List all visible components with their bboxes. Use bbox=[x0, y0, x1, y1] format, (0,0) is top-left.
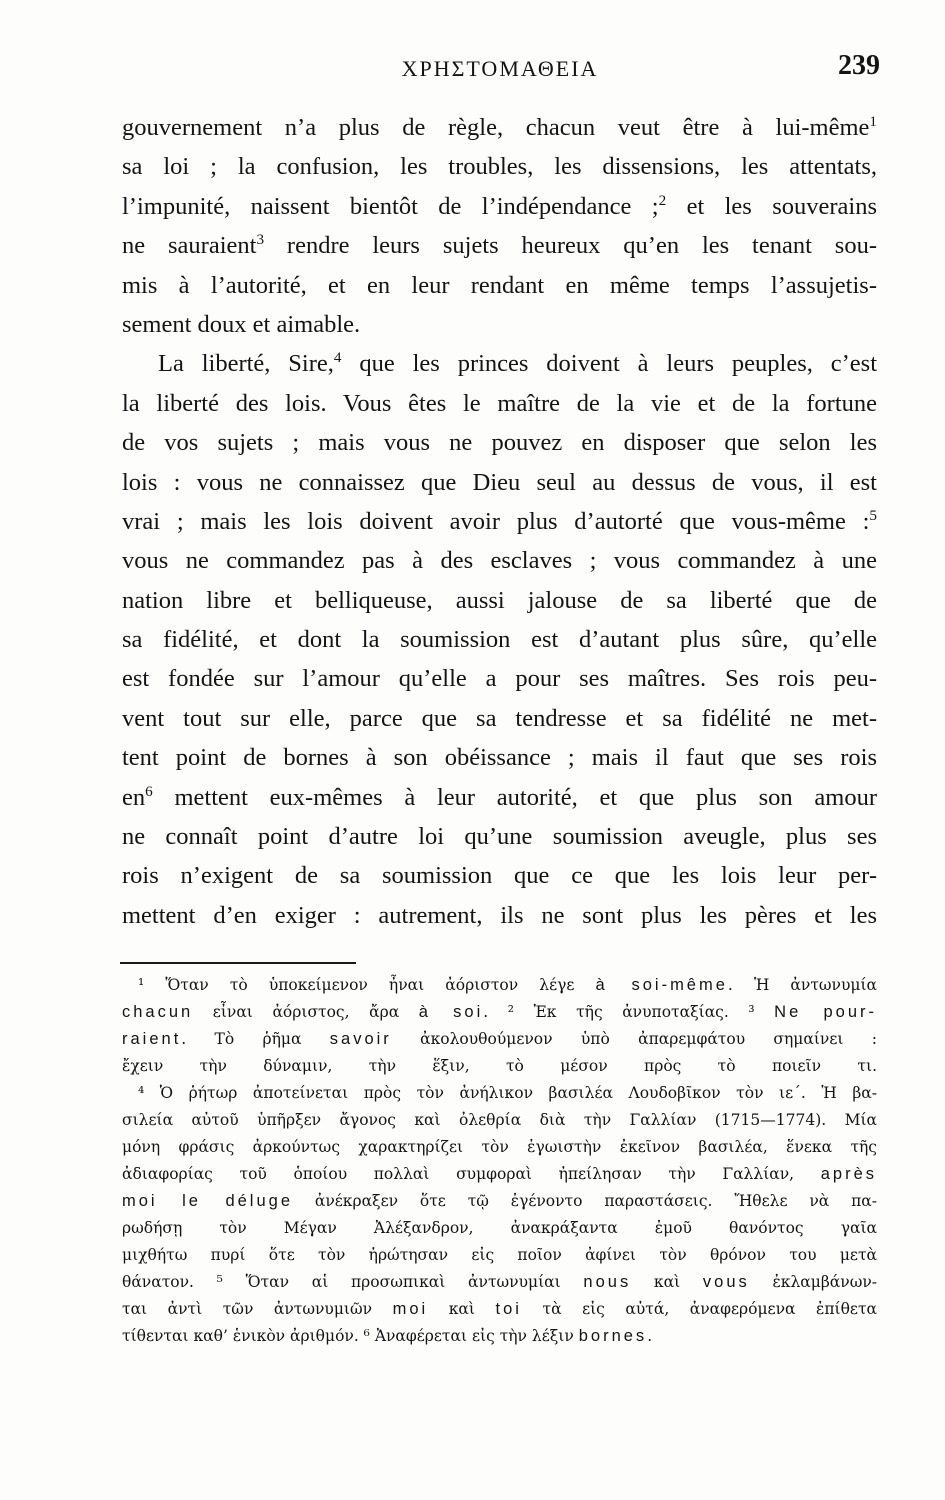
footnote-text: . Ἡ ἀντωνυμία bbox=[727, 976, 877, 994]
footnotes bbox=[122, 972, 877, 1350]
text-line bbox=[122, 305, 877, 344]
footnote-rule bbox=[120, 962, 356, 964]
footnote-line bbox=[122, 1296, 877, 1323]
footnote-marker: 2 bbox=[658, 191, 667, 209]
text-line-content: de vos sujets ; mais vous ne pouvez en disposer que selon les bbox=[122, 429, 877, 457]
text-line-content: ne sauraient bbox=[122, 232, 257, 260]
footnote-text: ἀδιαφορίας τοῦ ὁποίου πολλαὶ συμφοραὶ ἠπείλησαν τὴν Γαλλίαν, bbox=[122, 1165, 821, 1183]
footnote-marker: 4 bbox=[333, 349, 342, 367]
footnote-text: ρωδήσῃ τὸν Μέγαν Ἀλέξανδρον, ἀνακράξαντα ἐμοῦ θανόντος γαῖα bbox=[122, 1219, 877, 1237]
footnote-line bbox=[122, 1053, 877, 1080]
text-line bbox=[122, 108, 877, 147]
footnote-text: μιχθήτω πυρί ὅτε τὸν ἠρώτησαν εἰς ποῖον ἀφίνει τὸν θρόνον του μετὰ bbox=[122, 1246, 877, 1264]
text-line bbox=[122, 778, 877, 817]
text-line bbox=[122, 187, 877, 226]
footnote-marker: 3 bbox=[256, 231, 265, 249]
text-line-content: l’impunité, naissent bientôt de l’indépendance ; bbox=[122, 192, 659, 220]
text-line-content: mis à l’autorité, et en leur rendant en même temps l’assujetis- bbox=[122, 271, 877, 299]
text-line bbox=[122, 541, 877, 580]
footnote-french-term: à soi-même bbox=[595, 976, 728, 994]
text-line-continuation: rendre leurs sujets heureux qu’en les tenant sou- bbox=[264, 232, 877, 260]
text-line bbox=[122, 659, 877, 698]
text-line-continuation: mettent eux-mêmes à leur autorité, et que plus son amour bbox=[152, 783, 877, 811]
text-line-continuation: et les souverains bbox=[666, 192, 877, 220]
footnote-french-term: vous bbox=[702, 1273, 750, 1291]
text-line-content: tent point de bornes à son obéissance ; mais il faut que ses rois bbox=[122, 744, 877, 772]
text-line bbox=[122, 856, 877, 895]
text-line-content: sa loi ; la confusion, les troubles, les dissensions, les attentats, bbox=[122, 153, 877, 181]
footnote-line bbox=[122, 1026, 877, 1053]
footnote-text: τίθενται καθ’ ἑνικὸν ἀριθμόν. ⁶ Ἀναφέρεται εἰς τὴν λέξιν bbox=[122, 1327, 579, 1345]
text-line-content: sement doux et aimable. bbox=[122, 310, 361, 338]
footnote-text: θάνατον. ⁵ Ὅταν αἱ προσωπικαὶ ἀντωνυμίαι bbox=[122, 1273, 584, 1291]
footnote-french-term: moi le déluge bbox=[122, 1192, 294, 1210]
text-line-content: en bbox=[122, 783, 146, 811]
footnote-text: . ² Ἐκ τῆς ἀνυποταξίας. ³ bbox=[483, 1003, 775, 1021]
footnote-line bbox=[122, 1134, 877, 1161]
text-line-content: ne connaît point d’autre loi qu’une soumission aveugle, plus ses bbox=[122, 823, 877, 851]
footnote-french-term: bornes bbox=[578, 1327, 648, 1345]
text-line bbox=[122, 226, 877, 265]
text-line bbox=[122, 384, 877, 423]
footnote-text: ἔχειν τὴν δύναμιν, τὴν ἕξιν, τὸ μέσον πρὸς τὸ ποιεῖν τι. bbox=[122, 1057, 877, 1075]
footnote-french-term: savoir bbox=[329, 1030, 392, 1048]
footnote-line bbox=[122, 999, 877, 1026]
footnote-text: τὰ εἰς αὐτά, ἀναφερόμενα ἐπίθετα bbox=[521, 1300, 877, 1318]
footnote-marker: 1 bbox=[869, 112, 877, 130]
footnote-text: ἀκολουθούμενον ὑπὸ ἀπαρεμφάτου σημαίνει : bbox=[391, 1030, 877, 1048]
footnote-text: καὶ bbox=[428, 1300, 496, 1318]
footnote-text: εἶναι ἀόριστος, ἄρα bbox=[193, 1003, 419, 1021]
footnote-french-term: chacun bbox=[122, 1003, 194, 1021]
footnote-line bbox=[122, 1161, 877, 1188]
footnote-french-term: après bbox=[820, 1165, 877, 1183]
footnote-text: ⁴ Ὁ ῥήτωρ ἀποτείνεται πρὸς τὸν ἀνήλικον βασιλέα Λουδοβῖκον τὸν ιε΄. Ἡ βα- bbox=[138, 1084, 877, 1102]
text-line-content: sa fidélité, et dont la soumission est d’autant plus sûre, qu’elle bbox=[122, 626, 877, 654]
page-number: 239 bbox=[838, 50, 880, 81]
footnote-text: καὶ bbox=[631, 1273, 703, 1291]
text-line-content: rois n’exigent de sa soumission que ce que les lois leur per- bbox=[122, 862, 877, 890]
text-line bbox=[122, 817, 877, 856]
text-line-content: vous ne commandez pas à des esclaves ; vous commandez à une bbox=[122, 547, 877, 575]
text-line-content: vrai ; mais les lois doivent avoir plus d’autorté que vous-même : bbox=[122, 507, 870, 535]
footnote-line bbox=[122, 1215, 877, 1242]
footnote-line bbox=[122, 1242, 877, 1269]
page-header bbox=[120, 50, 880, 90]
footnote-text: ται ἀντὶ τῶν ἀντωνυμιῶν bbox=[122, 1300, 393, 1318]
footnote-french-term: toi bbox=[495, 1300, 522, 1318]
text-line bbox=[122, 620, 877, 659]
footnote-line bbox=[122, 1080, 877, 1107]
main-text bbox=[122, 108, 877, 935]
text-line bbox=[122, 502, 877, 541]
footnote-text: . Τὸ ῥῆμα bbox=[181, 1030, 330, 1048]
text-line bbox=[122, 581, 877, 620]
text-line-content: gouvernement n’a plus de règle, chacun veut être à lui-même bbox=[122, 114, 870, 141]
text-line bbox=[122, 738, 877, 777]
text-line bbox=[122, 147, 877, 186]
footnote-line bbox=[122, 1323, 877, 1350]
footnote-line bbox=[122, 972, 877, 999]
text-line bbox=[122, 344, 877, 383]
text-line-content: La liberté, Sire, bbox=[158, 350, 334, 378]
text-line-continuation: que les princes doivent à leurs peuples, c’est bbox=[341, 350, 877, 378]
footnote-french-term: à soi bbox=[418, 1003, 484, 1021]
footnote-line bbox=[122, 1188, 877, 1215]
text-line bbox=[122, 699, 877, 738]
text-line-content: nation libre et belliqueuse, aussi jalouse de sa liberté que de bbox=[122, 586, 877, 614]
footnote-french-term: nous bbox=[583, 1273, 632, 1291]
footnote-text: ἀνέκραξεν ὅτε τῷ ἐγένοντο παραστάσεις. Ἤθελε νὰ πα- bbox=[293, 1192, 877, 1210]
text-line bbox=[122, 463, 877, 502]
footnote-text: σιλεία αὐτοῦ ὑπῆρξεν ἄγονος καὶ ὀλεθρία διὰ τὴν Γαλλίαν (1715—1774). Μία bbox=[122, 1111, 877, 1129]
text-line-content: la liberté des lois. Vous êtes le maître de la vie et de la fortune bbox=[122, 389, 877, 417]
text-line-content: lois : vous ne connaissez que Dieu seul au dessus de vous, il est bbox=[122, 468, 877, 496]
footnote-french-term: Ne pour- bbox=[774, 1003, 878, 1021]
footnote-text: . bbox=[647, 1327, 653, 1345]
footnote-marker: 6 bbox=[145, 782, 153, 800]
text-line-content: vent tout sur elle, parce que sa tendresse et sa fidélité ne met- bbox=[122, 704, 877, 732]
footnote-marker: 5 bbox=[869, 506, 877, 524]
footnote-french-term: raient bbox=[122, 1030, 182, 1048]
footnote-line bbox=[122, 1107, 877, 1134]
text-line bbox=[122, 266, 877, 305]
text-line bbox=[122, 896, 877, 935]
footnote-french-term: moi bbox=[392, 1300, 429, 1318]
text-line-content: mettent d’en exiger : autrement, ils ne sont plus les pères et les bbox=[122, 901, 877, 929]
running-title: ΧΡΗΣΤΟΜΑΘΕΙΑ bbox=[401, 56, 599, 81]
text-line bbox=[122, 423, 877, 462]
footnote-line bbox=[122, 1269, 877, 1296]
footnote-text: ¹ Ὅταν τὸ ὑποκείμενον ἦναι ἀόριστον λέγε bbox=[138, 976, 596, 994]
footnote-text: ἐκλαμβάνων- bbox=[749, 1273, 877, 1291]
footnote-text: μόνη φράσις ἀρκούντως χαρακτηρίζει τὸν ἐγωιστὴν ἐκεῖνον βασιλέα, ἕνεκα τῆς bbox=[122, 1138, 877, 1156]
text-line-content: est fondée sur l’amour qu’elle a pour ses maîtres. Ses rois peu- bbox=[122, 665, 877, 693]
